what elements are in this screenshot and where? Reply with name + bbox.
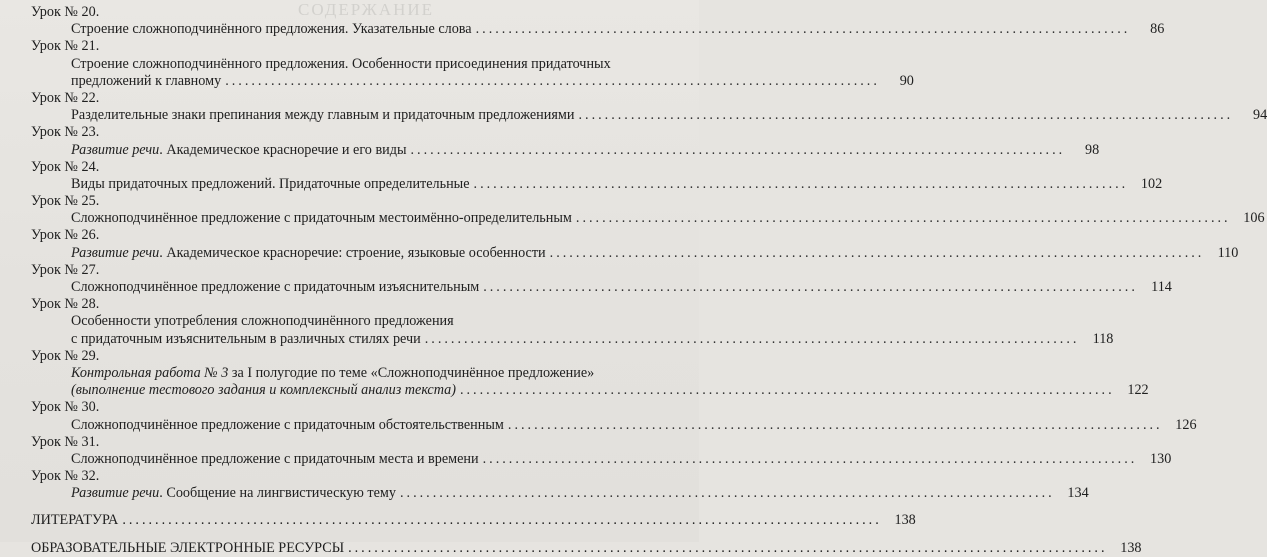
entry-text: Сложноподчинённое предложение с придаточным изъяснительным (71, 279, 480, 295)
page-number: 98 (1085, 141, 1100, 158)
entry-text: Виды придаточных предложений. Придаточные определительные (71, 175, 470, 192)
toc-entry[interactable]: Сложноподчинённое предложение с придаточным места и времени .................................................................................................... 130 (71, 450, 1172, 467)
lesson-title: Урок № 29. (31, 347, 100, 364)
toc-section-literature[interactable]: ЛИТЕРАТУРА .................................................................................................................... 138 (31, 512, 916, 529)
toc-entry[interactable]: Развитие речи. Академическое красноречие и его виды .................................................................................................... 98 (71, 141, 1100, 158)
toc-entry[interactable]: Разделительные знаки препинания между главным и придаточным предложениями .................................................................................................... 94 (71, 107, 1267, 124)
lesson-title: Урок № 31. (31, 433, 100, 450)
lesson-title: Урок № 26. (31, 227, 100, 244)
page-number: 102 (1140, 175, 1163, 192)
page-number: 114 (1151, 279, 1172, 295)
lesson-title: Урок № 20. (31, 4, 100, 20)
entry-italic-prefix: Развитие речи (71, 141, 160, 158)
entry-italic-prefix: Развитие речи (71, 244, 160, 261)
page-number: 138 (894, 512, 916, 529)
lesson-title: Урок № 30. (31, 399, 100, 416)
entry-italic-prefix: Развитие речи (71, 485, 160, 502)
entry-text: за I полугодие по теме «Сложноподчинённое предложение» (228, 364, 595, 381)
page-number: 106 (1243, 210, 1265, 227)
show-through-heading: СОДЕРЖАНИЕ (298, 0, 435, 19)
lesson-title: Урок № 28. (31, 296, 100, 313)
toc-entry[interactable]: Сложноподчинённое предложение с придаточным изъяснительным .................................................................................................... 114 (71, 279, 1172, 295)
entry-text: предложений к главному (71, 72, 222, 89)
entry-text: (выполнение тестового задания и комплексный анализ текста) (71, 382, 456, 399)
lesson-title: Урок № 23. (31, 124, 100, 141)
toc-entry[interactable]: Развитие речи. Сообщение на лингвистическую тему .................................................................................................... 134 (71, 485, 1089, 502)
page-number: 94 (1252, 107, 1267, 124)
toc-entry[interactable]: Строение сложноподчинённого предложения. Указательные слова .................................................................................................... 86 (71, 21, 1165, 38)
section-title: ЛИТЕРАТУРА (31, 512, 119, 529)
toc-entry[interactable]: Сложноподчинённое предложение с придаточным обстоятельственным .................................................................................................... 126 (71, 416, 1197, 433)
toc-entry[interactable]: Особенности употребления сложноподчинённого предложения с придаточным изъяснительным в различных стилях речи .................................................................................................... 118 (71, 313, 1114, 347)
page-number: 110 (1217, 244, 1239, 261)
entry-text: Сложноподчинённое предложение с придаточным местоимённо-определительным (71, 210, 572, 227)
page-number: 118 (1092, 330, 1114, 347)
entry-text: . Сообщение на лингвистическую тему (159, 485, 396, 502)
page-number: 130 (1150, 450, 1172, 467)
entry-text: Сложноподчинённое предложение с придаточным обстоятельственным (71, 416, 504, 433)
toc-entry[interactable]: Сложноподчинённое предложение с придаточным местоимённо-определительным .................................................................................................... 106 (71, 210, 1265, 227)
entry-text: . Академическое красноречие и его виды (159, 141, 407, 158)
entry-text: . Академическое красноречие: строение, языковые особенности (159, 244, 546, 261)
page-number: 122 (1127, 382, 1149, 399)
lesson-title: Урок № 25. (31, 193, 100, 210)
lesson-title: Урок № 27. (31, 261, 100, 278)
entry-text: Строение сложноподчинённого предложения. Указательные слова (71, 21, 472, 38)
entry-text: Разделительные знаки препинания между главным и придаточным предложениями (71, 107, 575, 124)
toc-entry[interactable]: Развитие речи. Академическое красноречие: строение, языковые особенности .................................................................................................... 110 (71, 244, 1239, 261)
entry-text: Сложноподчинённое предложение с придаточным места и времени (71, 450, 479, 467)
lesson-title: Урок № 22. (31, 89, 100, 106)
entry-text: Особенности употребления сложноподчинённого предложения (71, 313, 454, 330)
entry-italic-prefix: Контрольная работа № 3 (71, 364, 229, 381)
page-number: 86 (1150, 21, 1165, 38)
page-number: 126 (1175, 416, 1197, 433)
page-number: 138 (1120, 539, 1142, 556)
toc-entry[interactable]: Виды придаточных предложений. Придаточные определительные .................................................................................................... 102 (71, 175, 1163, 192)
lesson-title: Урок № 21. (31, 38, 100, 55)
page-number: 134 (1067, 485, 1089, 502)
table-of-contents (31, 4, 1267, 557)
toc-section-electronic-resources[interactable]: ОБРАЗОВАТЕЛЬНЫЕ ЭЛЕКТРОННЫЕ РЕСУРСЫ .................................................................................................................... 138 (31, 539, 1142, 556)
page-number: 90 (899, 72, 914, 89)
entry-text: с придаточным изъяснительным в различных стилях речи (71, 330, 421, 347)
lesson-title: Урок № 32. (31, 468, 100, 485)
toc-entry[interactable]: Контрольная работа № 3 за I полугодие по теме «Сложноподчинённое предложение» (выполнение тестового задания и комплексный анализ текста) .................................................................................................... 122 (71, 364, 1149, 399)
toc-entry[interactable]: Строение сложноподчинённого предложения. Особенности присоединения придаточных предложений к главному .................................................................................................... 90 (71, 55, 914, 89)
entry-text: Строение сложноподчинённого предложения. Особенности присоединения придаточных (71, 55, 611, 72)
lesson-title: Урок № 24. (31, 158, 100, 175)
section-title: ОБРАЗОВАТЕЛЬНЫЕ ЭЛЕКТРОННЫЕ РЕСУРСЫ (31, 539, 345, 556)
